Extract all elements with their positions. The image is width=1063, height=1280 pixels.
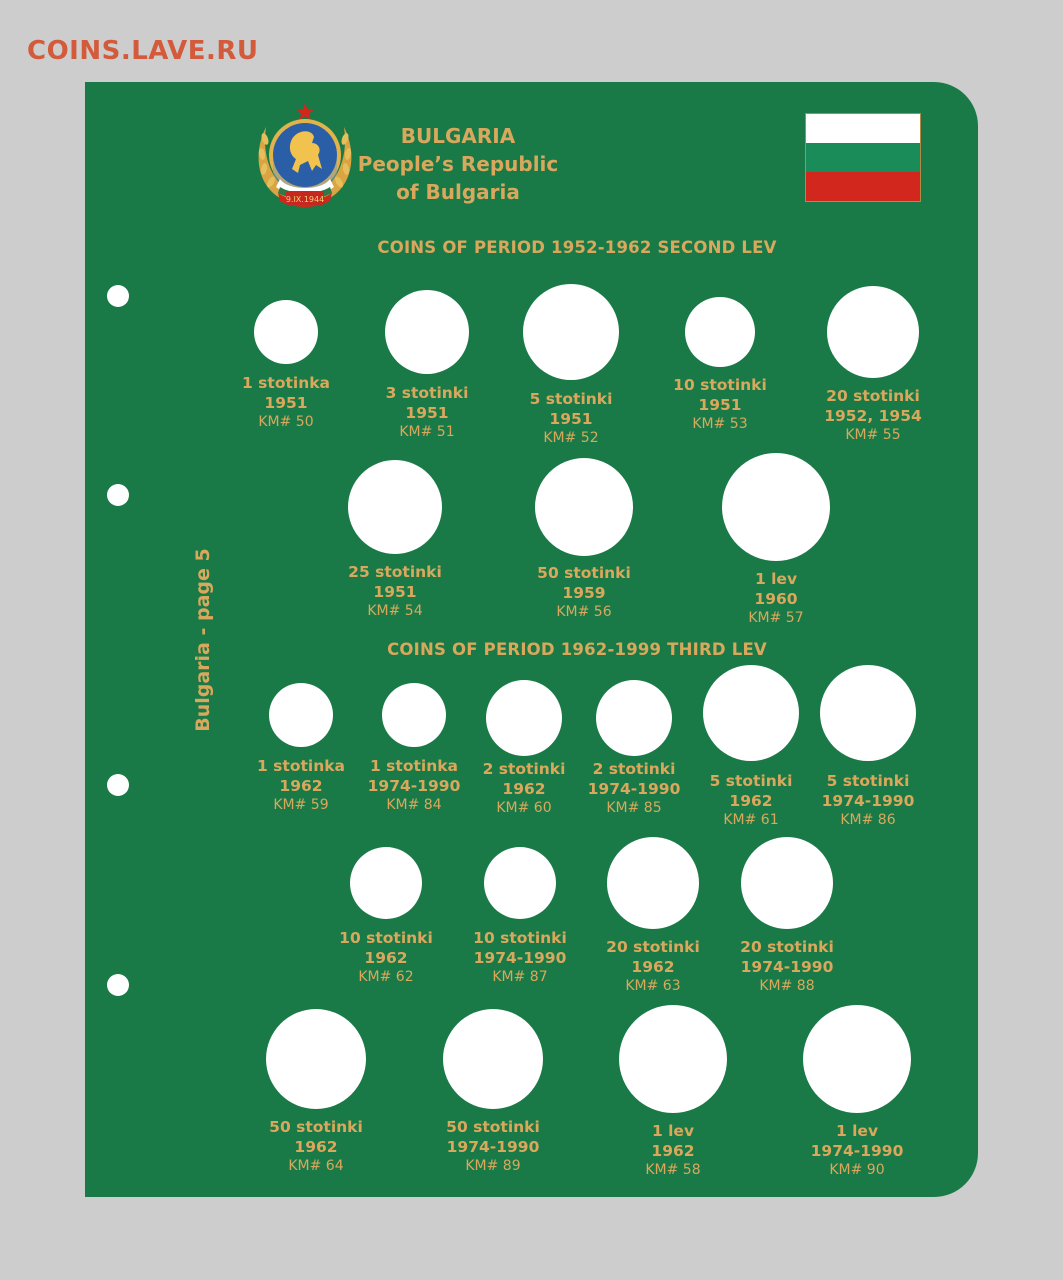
coin-year: 1962 (631, 958, 675, 976)
coin-km-number: KM# 51 (399, 424, 455, 440)
coin-km-number: KM# 89 (465, 1158, 521, 1174)
coin-slot (269, 683, 333, 747)
coin-denomination: 50 stotinki (537, 564, 631, 582)
flag-stripe-white (806, 114, 920, 143)
coin-year: 1962 (502, 780, 546, 798)
coin-km-number: KM# 53 (692, 416, 748, 432)
title-line-2: People’s Republic (357, 152, 559, 176)
binder-hole (107, 974, 129, 996)
coin-year: 1951 (405, 404, 449, 422)
coin-denomination: 1 lev (835, 1122, 879, 1140)
coin-km-number: KM# 84 (386, 797, 442, 813)
coin-slot (685, 297, 755, 367)
coin-year: 1960 (754, 590, 798, 608)
coin-year: 1962 (651, 1142, 695, 1160)
coin-denomination: 3 stotinki (385, 384, 469, 402)
coin-denomination: 50 stotinki (446, 1118, 540, 1136)
coin-slot (523, 284, 619, 380)
coin-slot (741, 837, 833, 929)
emblem-date: 9.IX.1944 (285, 195, 325, 204)
coin-km-number: KM# 63 (625, 978, 681, 994)
coin-denomination: 20 stotinki (606, 938, 700, 956)
coin-denomination: 5 stotinki (826, 772, 910, 790)
coin-km-number: KM# 50 (258, 414, 314, 430)
coin-slot (703, 665, 799, 761)
section-title-second-lev: COINS OF PERIOD 1952-1962 SECOND LEV (377, 238, 777, 257)
coin-caption (305, 562, 485, 620)
coin-km-number: KM# 87 (492, 969, 548, 985)
coin-km-number: KM# 85 (606, 800, 662, 816)
coin-denomination: 5 stotinki (529, 390, 613, 408)
coin-slot (820, 665, 916, 761)
page-label: Bulgaria - page 5 (192, 548, 214, 732)
coin-km-number: KM# 58 (645, 1162, 701, 1178)
coin-caption (783, 386, 963, 444)
coin-denomination: 1 lev (651, 1122, 695, 1140)
coin-denomination: 1 stotinka (257, 757, 345, 775)
coin-denomination: 1 stotinka (370, 757, 458, 775)
coin-km-number: KM# 88 (759, 978, 815, 994)
coin-denomination: 20 stotinki (740, 938, 834, 956)
flag-stripe-green (806, 143, 920, 172)
coin-caption (686, 569, 866, 627)
binder-hole (107, 774, 129, 796)
coin-km-number: KM# 90 (829, 1162, 885, 1178)
coin-slot (486, 680, 562, 756)
coin-slot (722, 453, 830, 561)
coin-slot (607, 837, 699, 929)
coin-slot (803, 1005, 911, 1113)
coin-denomination: 2 stotinki (482, 760, 566, 778)
coin-year: 1974-1990 (810, 1142, 904, 1160)
coin-denomination: 2 stotinki (592, 760, 676, 778)
coin-denomination: 5 stotinki (709, 772, 793, 790)
coin-denomination: 10 stotinki (673, 376, 767, 394)
coin-year: 1962 (729, 792, 773, 810)
coin-km-number: KM# 56 (556, 604, 612, 620)
coin-caption (403, 1117, 583, 1175)
coin-km-number: KM# 86 (840, 812, 896, 828)
coin-slot (385, 290, 469, 374)
coin-caption (494, 563, 674, 621)
coin-year: 1952, 1954 (824, 407, 922, 425)
coin-denomination: 50 stotinki (269, 1118, 363, 1136)
coin-denomination: 10 stotinki (473, 929, 567, 947)
coin-km-number: KM# 60 (496, 800, 552, 816)
coin-year: 1951 (549, 410, 593, 428)
coin-km-number: KM# 62 (358, 969, 414, 985)
coin-year: 1974-1990 (367, 777, 461, 795)
coin-slot (535, 458, 633, 556)
coin-year: 1962 (294, 1138, 338, 1156)
coin-slot (827, 286, 919, 378)
coin-slot (348, 460, 442, 554)
coin-slot (596, 680, 672, 756)
coin-caption (583, 1121, 763, 1179)
coin-caption (226, 1117, 406, 1175)
coin-km-number: KM# 57 (748, 610, 804, 626)
coin-slot (382, 683, 446, 747)
coin-year: 1951 (698, 396, 742, 414)
coin-caption (778, 771, 958, 829)
coin-slot (254, 300, 318, 364)
coin-year: 1974-1990 (587, 780, 681, 798)
coin-km-number: KM# 54 (367, 603, 423, 619)
coin-slot (443, 1009, 543, 1109)
coin-denomination: 1 lev (754, 570, 798, 588)
bulgaria-flag (805, 113, 921, 202)
page-title (338, 122, 578, 206)
coin-denomination: 25 stotinki (348, 563, 442, 581)
coin-caption (697, 937, 877, 995)
coin-slot (484, 847, 556, 919)
coin-slot (266, 1009, 366, 1109)
coin-caption (767, 1121, 947, 1179)
coin-slot (350, 847, 422, 919)
coin-year: 1959 (562, 584, 606, 602)
coin-year: 1951 (264, 394, 308, 412)
title-line-3: of Bulgaria (396, 180, 520, 204)
coin-slot (619, 1005, 727, 1113)
title-country: BULGARIA (400, 124, 516, 148)
coin-year: 1974-1990 (740, 958, 834, 976)
coin-denomination: 10 stotinki (339, 929, 433, 947)
coin-km-number: KM# 55 (845, 427, 901, 443)
binder-hole (107, 285, 129, 307)
section-title-third-lev: COINS OF PERIOD 1962-1999 THIRD LEV (387, 640, 767, 659)
coin-year: 1962 (279, 777, 323, 795)
binder-hole (107, 484, 129, 506)
coin-km-number: KM# 64 (288, 1158, 344, 1174)
coin-denomination: 20 stotinki (826, 387, 920, 405)
coin-km-number: KM# 59 (273, 797, 329, 813)
coin-year: 1951 (373, 583, 417, 601)
coin-year: 1974-1990 (821, 792, 915, 810)
coin-km-number: KM# 61 (723, 812, 779, 828)
flag-stripe-red (806, 172, 920, 201)
coin-denomination: 1 stotinka (242, 374, 330, 392)
coin-year: 1962 (364, 949, 408, 967)
coin-year: 1974-1990 (446, 1138, 540, 1156)
coin-km-number: KM# 52 (543, 430, 599, 446)
coin-year: 1974-1990 (473, 949, 567, 967)
site-watermark: COINS.LAVE.RU (27, 36, 259, 66)
